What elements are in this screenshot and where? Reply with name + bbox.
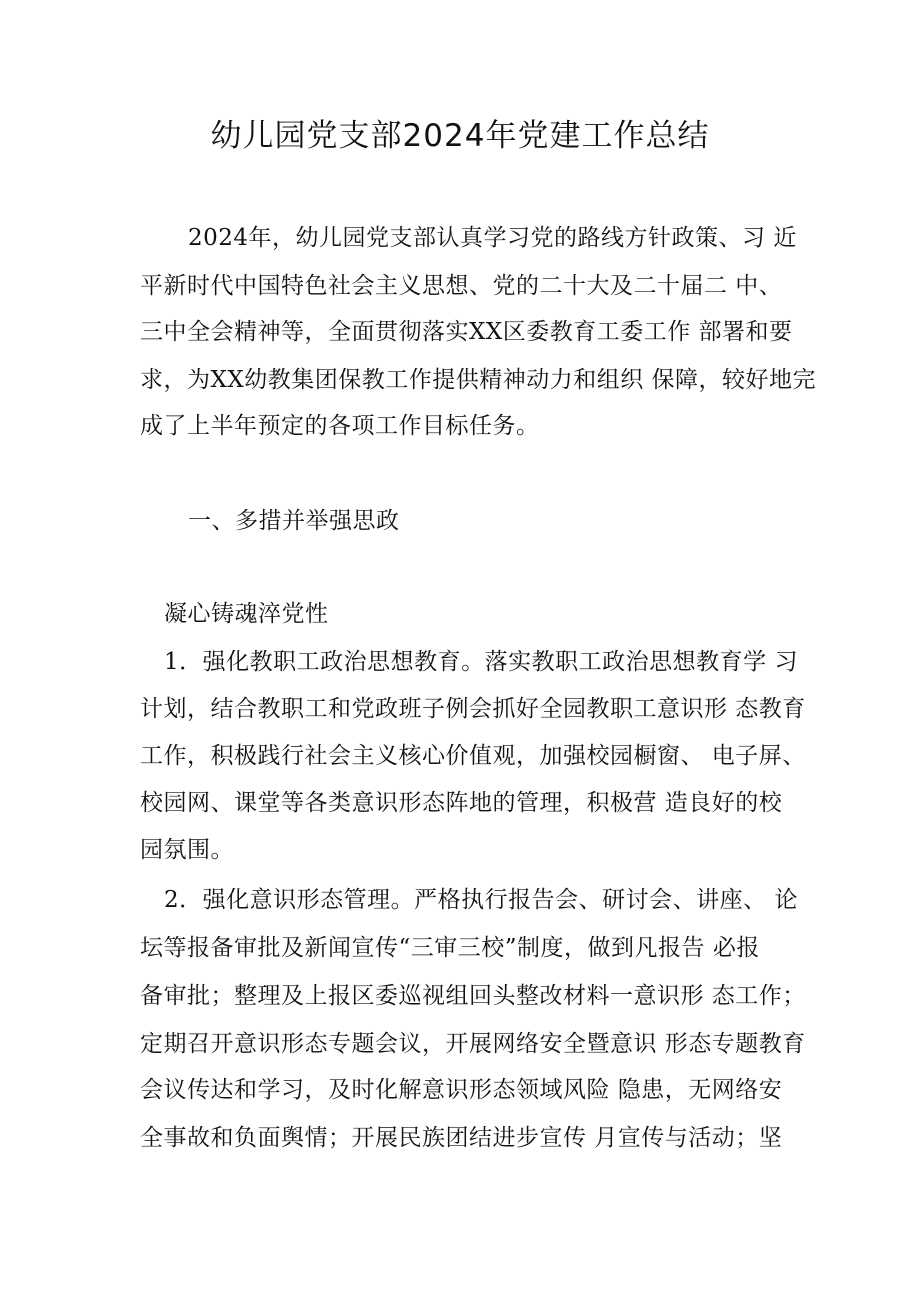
- item2-line-2: 坛等报备审批及新闻宣传“三审三校”制度，做到凡报告 必报: [140, 935, 760, 961]
- intro-line-2: 平新时代中国特色社会主义思想、党的二十大及二十届二 中、: [140, 273, 783, 299]
- intro-line-5: 成了上半年预定的各项工作目标任务。: [140, 413, 540, 439]
- item1-line-1: 1．强化教职工政治思想教育。落实教职工政治思想教育学 习: [164, 649, 798, 675]
- item2-line-3: 备审批；整理及上报区委巡视组回头整改材料一意识形 态工作；: [140, 983, 806, 1009]
- intro-line-1: 2024年，幼儿园党支部认真学习党的路线方针政策、习 近: [188, 225, 797, 251]
- item1-line-3: 工作，积极践行社会主义核心价值观，加强校园橱窗、 电子屏、: [140, 743, 806, 769]
- item1-line-2: 计划，结合教职工和党政班子例会抓好全园教职工意识形 态教育: [140, 696, 806, 722]
- document-title: 幼儿园党支部2024年党建工作总结: [210, 118, 710, 154]
- subheading: 凝心铸魂淬党性: [164, 601, 329, 627]
- item2-line-1: 2．强化意识形态管理。严格执行报告会、研讨会、讲座、 论: [164, 887, 798, 913]
- item2-line-6: 全事故和负面舆情；开展民族团结进步宣传 月宣传与活动；坚: [140, 1125, 783, 1151]
- item1-line-4: 校园网、课堂等各类意识形态阵地的管理，积极营 造良好的校: [140, 790, 783, 816]
- intro-line-3: 三中全会精神等，全面贯彻落实XX区委教育工委工作 部署和要: [140, 319, 793, 345]
- intro-line-4: 求，为XX幼教集团保教工作提供精神动力和组织 保障，较好地完: [140, 367, 817, 393]
- item2-line-4: 定期召开意识形态专题会议，开展网络安全暨意识 形态专题教育: [140, 1031, 806, 1057]
- section-heading: 一、多措并举强思政: [188, 508, 400, 534]
- item2-line-5: 会议传达和学习，及时化解意识形态领域风险 隐患，无网络安: [140, 1077, 783, 1103]
- item1-line-5: 园氛围。: [140, 837, 234, 863]
